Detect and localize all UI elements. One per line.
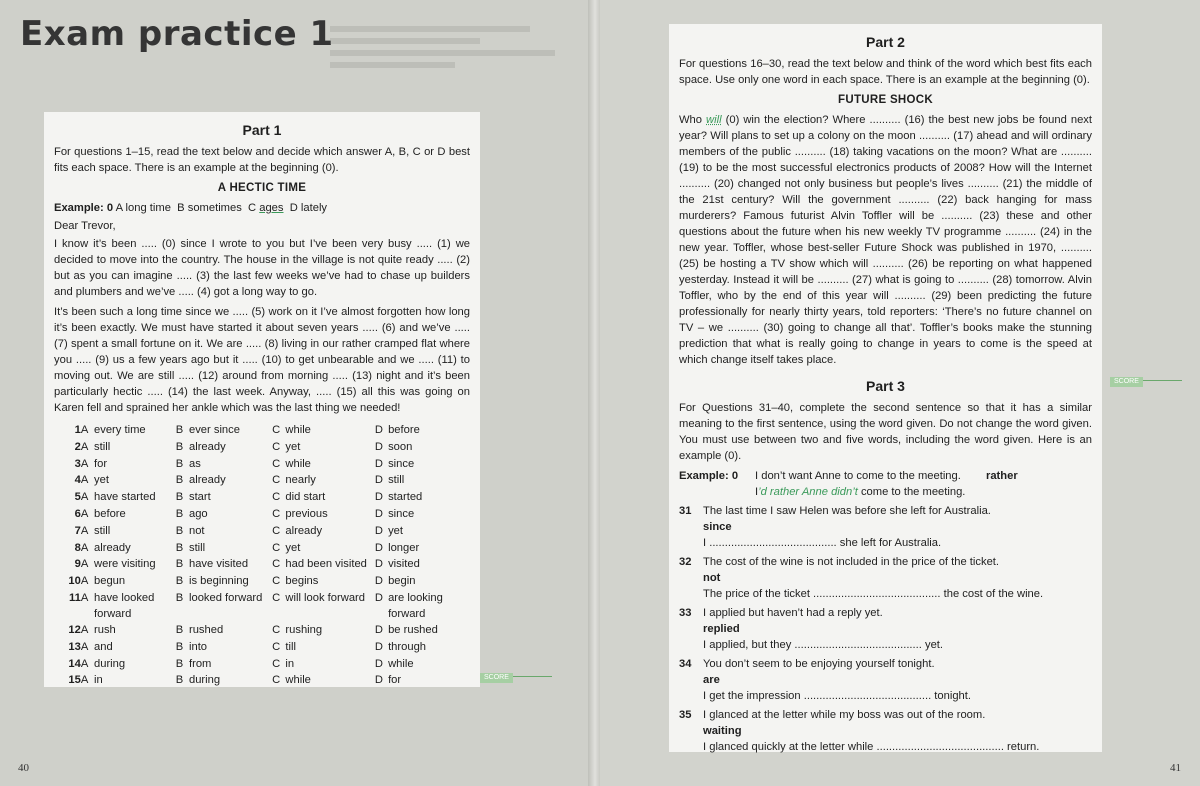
option-letter-a: A [80, 591, 89, 604]
option-letter-d: D [374, 623, 383, 636]
option-number: 9 [74, 558, 81, 571]
option-letter-b: B [175, 457, 184, 470]
option-a[interactable]: begun [94, 575, 126, 588]
option-d[interactable]: started [388, 491, 423, 504]
option-b[interactable]: start [188, 491, 211, 504]
part1-text-title: A HECTIC TIME [217, 182, 307, 194]
example-option-b: B sometimes [177, 202, 242, 214]
part1-example [54, 200, 470, 216]
option-letter-d: D [374, 491, 383, 504]
option-letter-c: C [272, 558, 281, 571]
question-number: 35 [679, 709, 692, 721]
option-a[interactable]: before [94, 507, 126, 520]
option-a[interactable]: during [94, 657, 126, 670]
option-letter-d: D [374, 591, 383, 604]
option-letter-a: A [80, 623, 89, 636]
option-row [60, 672, 470, 689]
option-letter-b: B [175, 558, 184, 571]
option-letter-c: C [272, 507, 281, 520]
option-a[interactable]: every time [94, 424, 146, 436]
option-number: 8 [74, 541, 81, 554]
option-number: 3 [74, 457, 81, 470]
option-a[interactable]: already [94, 541, 131, 554]
option-letter-a: A [80, 524, 89, 537]
option-d[interactable]: since [388, 457, 415, 470]
question-answer-line[interactable]: I get the impression ......................................... tonight. [703, 690, 971, 702]
option-d[interactable]: soon [388, 440, 413, 453]
option-c[interactable]: previous [285, 507, 328, 520]
page-number-right: 41 [1170, 762, 1181, 774]
option-letter-d: D [374, 440, 383, 453]
option-a[interactable]: yet [94, 474, 109, 487]
option-letter-d: D [374, 657, 383, 670]
question-number: 34 [679, 658, 692, 670]
letter-greeting: Dear Trevor, [54, 220, 116, 232]
example-option-d: D lately [289, 202, 328, 214]
option-number: 10 [68, 575, 81, 588]
option-letter-c: C [272, 541, 281, 554]
option-c[interactable]: will look forward [285, 591, 365, 604]
bleed-through-decoration [330, 20, 580, 80]
question-answer-line[interactable]: The price of the ticket ......................................... the cost of the wine. [703, 588, 1044, 600]
page-number-left: 40 [18, 762, 29, 774]
option-letter-b: B [175, 657, 184, 670]
option-letter-a: A [80, 657, 89, 670]
option-letter-d: D [374, 575, 383, 588]
option-letter-d: D [374, 674, 383, 687]
option-row [60, 590, 470, 622]
part3-example-keyword: rather [985, 470, 1018, 482]
option-number: 2 [74, 440, 81, 453]
option-b[interactable]: as [188, 457, 201, 470]
option-letter-c: C [272, 575, 281, 588]
option-row [60, 540, 470, 557]
option-b[interactable]: ago [188, 507, 208, 520]
part3-question [679, 503, 1092, 551]
option-a[interactable]: and [94, 640, 113, 653]
option-letter-a: A [80, 440, 89, 453]
option-letter-a: A [80, 424, 89, 436]
option-b[interactable]: rushed [188, 623, 224, 636]
option-letter-c: C [272, 424, 281, 436]
option-number: 7 [74, 524, 81, 537]
option-c[interactable]: in [285, 657, 295, 670]
option-d[interactable]: longer [388, 541, 420, 554]
part2-heading: Part 2 [866, 34, 905, 50]
option-a[interactable]: still [94, 440, 111, 453]
part3-question [679, 656, 1092, 704]
option-letter-d: D [374, 541, 383, 554]
option-b[interactable]: have visited [188, 558, 249, 571]
option-letter-c: C [272, 657, 281, 670]
option-letter-d: D [374, 507, 383, 520]
option-a[interactable]: for [94, 457, 108, 470]
option-letter-b: B [175, 491, 184, 504]
question-sentence: I applied but haven’t had a reply yet. [703, 607, 883, 619]
option-letter-d: D [374, 457, 383, 470]
question-answer-line[interactable]: I glanced quickly at the letter while ......................................... return. [703, 741, 1040, 753]
left-page [0, 0, 590, 786]
part3-instructions: For Questions 31–40, complete the second sentence so that it has a similar meaning to the first sentence, using the word given. Do not change the word given. You must use between two and five words, including the word given. Here is an example (0). [679, 402, 1092, 462]
option-number: 5 [74, 491, 81, 504]
option-letter-d: D [374, 424, 383, 436]
option-letter-b: B [175, 524, 184, 537]
option-letter-b: B [175, 591, 184, 604]
option-d[interactable]: begin [388, 575, 416, 588]
option-letter-a: A [80, 640, 89, 653]
part3-example [679, 468, 1092, 500]
option-number: 1 [74, 424, 81, 436]
option-letter-d: D [374, 524, 383, 537]
option-letter-c: C [272, 440, 281, 453]
part3-question [679, 554, 1092, 602]
option-letter-d: D [374, 474, 383, 487]
option-row [60, 489, 470, 506]
option-letter-c: C [272, 457, 281, 470]
option-c[interactable]: begins [285, 575, 319, 588]
option-c[interactable]: did start [285, 491, 326, 504]
option-letter-c: C [272, 640, 281, 653]
example-label: Example: 0 [54, 202, 114, 214]
option-d[interactable]: through [388, 640, 427, 653]
option-number: 14 [68, 657, 81, 670]
option-d[interactable]: still [388, 474, 405, 487]
option-d[interactable]: since [388, 507, 415, 520]
option-letter-c: C [272, 674, 281, 687]
option-letter-a: A [80, 541, 89, 554]
option-b[interactable]: is beginning [188, 575, 249, 588]
option-c[interactable]: nearly [285, 474, 316, 487]
question-keyword: waiting [703, 725, 742, 737]
option-c[interactable]: already [285, 524, 323, 537]
option-c[interactable]: while [285, 457, 311, 470]
option-b[interactable]: from [188, 657, 212, 670]
option-letter-b: B [175, 674, 184, 687]
option-b[interactable]: already [188, 440, 226, 453]
option-row [60, 639, 470, 656]
score-label: SCORE [1110, 377, 1143, 387]
part3-heading: Part 3 [866, 378, 905, 394]
part2-body-text: (0) win the election? Where .......... (16) the best new jobs be found next year? Will plans to set up a colony on the moon .......... (17) ahead and will ordinary members of the public .......... (18) taking vacations on the moon? What are .......... (19) to be the most successful electronics products of 2008? How will the Internet .......... (20) changed not only business but people’s lives .......... (21) the middle of the 21st century? Will the government .......... (22) back hanging for mass murderers? Famous futurist Alvin Toffler will be .......... (23) these and other questions about the future when his new weekly TV programme .......... (24) in the new year. Toffler, whose best-seller Future Shock was published in 1970, .......... (25) be hosting a TV show which will .......... (26) be reporting on what happened yesterday. Instead it will be .......... (27) what is going to .......... (28) tomorrow. Alvin Toffler, who by the end of this year will .......... (29) been predicting the future professionally for nearly thirty years, told reporters: ‘There’s no future channel on TV – we .......... (30) going to change all that’. Toffler’s books make the stunning prediction that what is really going to change in years to come is the speed at which change itself takes place. [679, 114, 1093, 366]
option-b[interactable]: into [188, 640, 208, 653]
part2-instructions: For questions 16–30, read the text below and think of the word which best fits each space. Use only one word in each space. There is an example at the beginning (0). [679, 58, 1092, 86]
option-row [60, 523, 470, 540]
option-row [60, 439, 470, 456]
part1-instructions: For questions 1–15, read the text below and decide which answer A, B, C or D best fits each space. There is an example at the beginning (0). [54, 146, 470, 174]
part3-example-sentence: I don’t want Anne to come to the meeting. [755, 470, 961, 482]
option-a[interactable]: have started [94, 491, 156, 504]
question-answer-line[interactable]: I ......................................... she left for Australia. [703, 537, 942, 549]
option-c[interactable]: while [285, 424, 311, 436]
option-c[interactable]: yet [285, 440, 301, 453]
option-b[interactable]: still [188, 541, 206, 554]
option-row [60, 622, 470, 639]
option-letter-b: B [175, 640, 184, 653]
option-letter-a: A [80, 457, 89, 470]
option-c[interactable]: yet [285, 541, 301, 554]
option-d[interactable]: visited [388, 558, 420, 571]
option-row [60, 573, 470, 590]
option-letter-a: A [80, 558, 89, 571]
part2-score-box[interactable] [1110, 370, 1182, 385]
option-d[interactable]: before [388, 424, 420, 436]
option-letter-b: B [175, 575, 184, 588]
question-sentence: I glanced at the letter while my boss was out of the room. [703, 709, 986, 721]
option-row [60, 556, 470, 573]
part3-example-handwritten: ’d rather Anne didn’t [758, 486, 858, 498]
option-letter-a: A [80, 575, 89, 588]
handwritten-answer: will [706, 114, 722, 126]
letter-paragraph-2: It’s been such a long time since we ..... (5) work on it I’ve almost forgotten how long it’s been exactly. We must have started it about seven years ..... (6) and we’ve ..... (7) spent a small fortune on it. We are ..... (8) living in our rather cramped flat where you ..... (9) us a few years ago but it ..... (10) to get unbearable and we ..... (11) to moving out. We are still ..... (12) around from morning ..... (13) night and it’s been particularly hectic ..... (14) the last week. Anyway, ..... (15) all this was going on Karen fell and sprained her ankle which was the last thing we needed! [54, 306, 470, 414]
option-number: 11 [69, 591, 81, 604]
option-d[interactable]: be rushed [388, 623, 438, 636]
page-title: Exam practice 1 [20, 14, 334, 54]
example-option-a: A long time [115, 202, 171, 214]
part3-questions [679, 503, 1092, 755]
option-letter-d: D [374, 558, 383, 571]
option-letter-c: C [272, 524, 281, 537]
option-c[interactable]: had been visited [285, 558, 367, 571]
option-letter-c: C [272, 591, 281, 604]
part2-body-start: Who [679, 114, 703, 126]
option-number: 13 [68, 640, 81, 653]
option-d[interactable]: are looking forward [388, 591, 443, 620]
part2-3-box [669, 24, 1102, 752]
option-row [60, 506, 470, 523]
part1-heading: Part 1 [242, 122, 282, 138]
part1-score-box[interactable] [480, 666, 552, 681]
option-d[interactable]: yet [388, 524, 404, 537]
question-number: 32 [679, 556, 692, 568]
option-letter-b: B [175, 424, 184, 436]
part2-text-title: FUTURE SHOCK [838, 94, 933, 106]
option-letter-d: D [374, 640, 383, 653]
question-sentence: The last time I saw Helen was before she left for Australia. [703, 505, 991, 517]
option-b[interactable]: not [188, 524, 205, 537]
option-c[interactable]: till [285, 640, 296, 653]
option-letter-a: A [80, 674, 89, 687]
score-label: SCORE [480, 673, 513, 683]
option-number: 15 [68, 674, 81, 687]
question-keyword: are [703, 674, 720, 686]
option-c[interactable]: rushing [285, 623, 323, 636]
option-a[interactable]: still [94, 524, 111, 537]
option-letter-b: B [175, 623, 184, 636]
option-letter-b: B [175, 541, 184, 554]
option-c[interactable]: while [285, 674, 311, 687]
part1-box [44, 112, 480, 687]
option-d[interactable]: for [388, 674, 402, 687]
option-letter-c: C [272, 491, 281, 504]
option-letter-c: C [272, 474, 281, 487]
question-sentence: The cost of the wine is not included in the price of the ticket. [703, 556, 1000, 568]
option-d[interactable]: while [388, 657, 414, 670]
question-keyword: replied [703, 623, 740, 635]
option-b[interactable]: already [188, 474, 226, 487]
option-a[interactable]: in [94, 674, 103, 687]
option-row [60, 456, 470, 473]
option-row [60, 472, 470, 489]
option-a[interactable]: were visiting [94, 558, 156, 571]
option-b[interactable]: looked forward [188, 591, 263, 604]
letter-paragraph-1: I know it’s been ..... (0) since I wrote to you but I’ve been very busy ..... (1) we decided to move into the country. The house in the village is not quite ready ..... (2) but as you can imagine ..... (3) the last few weeks we’ve had to chase up builders and plumbers and we’ve ..... (4) got a long way to go. [54, 238, 470, 298]
example-option-c-letter: C [248, 202, 257, 214]
option-letter-a: A [80, 491, 89, 504]
option-a[interactable]: have looked forward [94, 591, 155, 620]
option-number: 6 [74, 507, 81, 520]
option-b[interactable]: ever since [188, 424, 240, 436]
question-keyword: not [703, 572, 721, 584]
option-letter-b: B [175, 474, 184, 487]
option-row [60, 656, 470, 673]
option-letter-b: B [175, 440, 184, 453]
option-letter-a: A [80, 507, 89, 520]
question-answer-line[interactable]: I applied, but they ......................................... yet. [703, 639, 944, 651]
part3-example-answer-end: come to the meeting. [860, 486, 966, 498]
part3-question [679, 707, 1092, 755]
question-keyword: since [703, 521, 732, 533]
question-sentence: You don’t seem to be enjoying yourself tonight. [703, 658, 935, 670]
part3-question [679, 605, 1092, 653]
option-b[interactable]: during [188, 674, 221, 687]
option-letter-b: B [175, 507, 184, 520]
question-number: 33 [679, 607, 692, 619]
option-row [60, 422, 470, 439]
options-table [60, 422, 470, 689]
option-letter-a: A [80, 474, 89, 487]
question-number: 31 [679, 505, 692, 517]
option-number: 4 [74, 474, 81, 487]
part2-body [679, 112, 1092, 368]
option-a[interactable]: rush [94, 623, 116, 636]
part3-example-label: Example: 0 [679, 470, 739, 482]
part3-example-answer-start: I [755, 486, 759, 498]
option-number: 12 [68, 623, 81, 636]
example-option-c-answer: ages [259, 202, 284, 214]
option-letter-c: C [272, 623, 281, 636]
